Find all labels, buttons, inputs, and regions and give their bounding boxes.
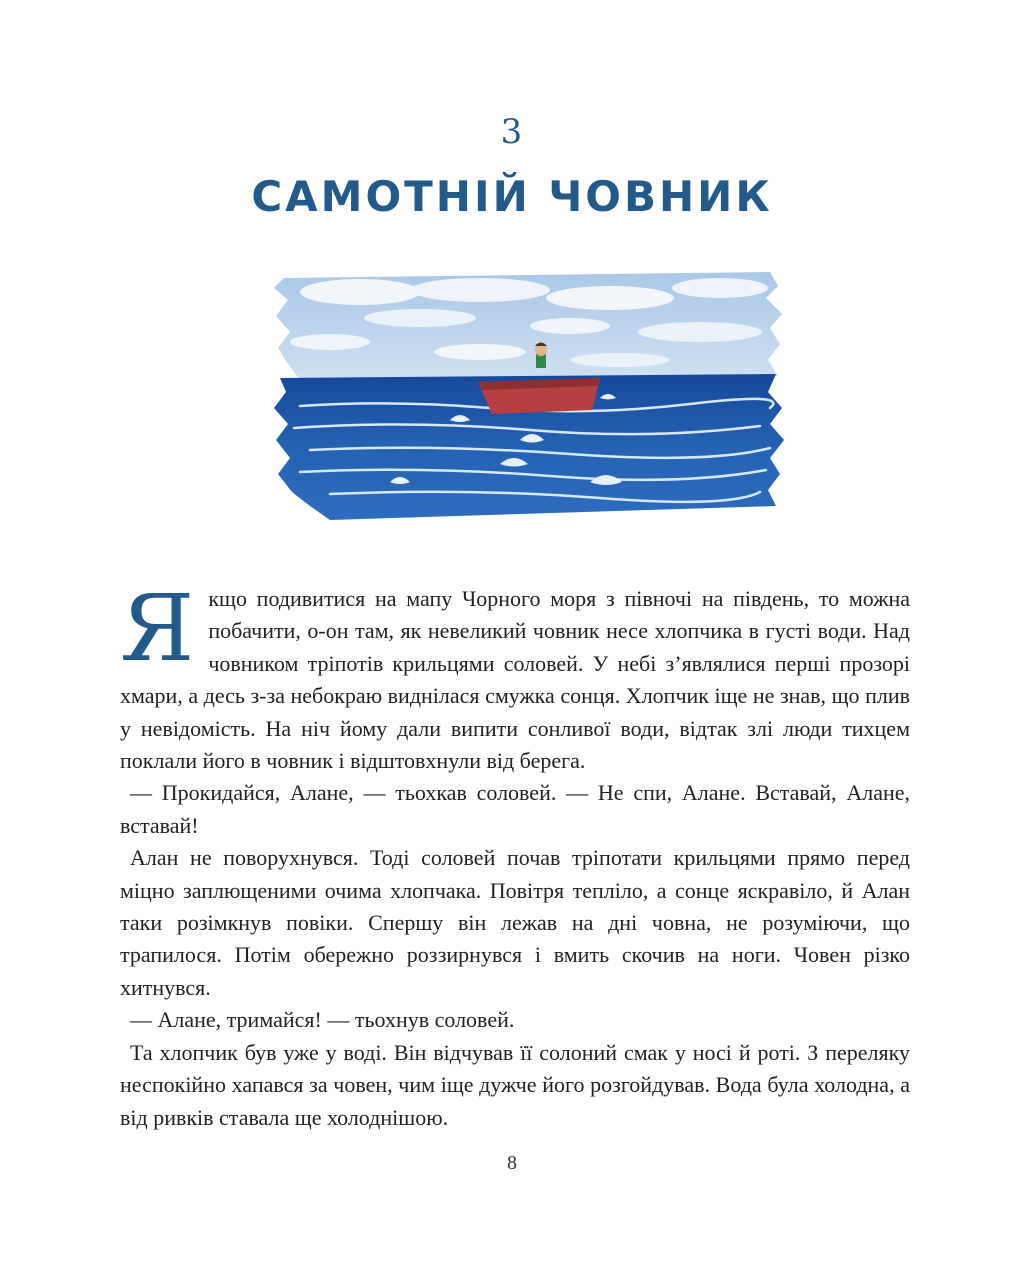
paragraph-1-text: кщо подивитися на мапу Чорного моря з півночі на південь, то можна побачити, о-он там, як невеликий човник несе хлопчика в густі води. Над човником тріпотів крильцями соловей. У небі з’являлися перші прозорі хмари, а десь з-за небокраю виднілася смужка сонця. Хлопчик іще не знав, що плив у невідомість. На ніч йому дали випити сонливої води, відтак злі люди тихцем поклали його в човник і відштовхнули від берега. [120,586,910,774]
paragraph-3: Алан не поворухнувся. Тоді соловей почав тріпотати крильцями прямо перед міцно заплющеними очима хлопчака. Повітря тепліло, а сонце яскравіло, й Алан таки розімкнув повіки. Спершу він лежав на дні човна, не розуміючи, що трапилося. Потім обережно роззирнувся і вмить скочив на ноги. Човен різко хитнувся. [120,845,910,1000]
paragraph-5: Та хлопчик був уже у воді. Він відчував її солоний смак у носі й роті. З переляку неспокійно хапався за човен, чим іще дужче його розгойдував. Вода була холодна, а від ривків ставала ще холоднішою. [120,1039,910,1130]
sky [274,272,782,380]
chapter-body [120,575,910,1134]
boat-illustration [270,268,786,530]
chapter-number: 3 [500,112,524,152]
drop-cap: Я [120,575,195,682]
paragraph-1 [120,575,910,777]
chapter-title: САМОТНІЙ ЧОВНИК [251,172,773,221]
paragraph-2: — Прокидайся, Алане, — тьохкав соловей. — Не спи, Алане. Вставай, Алане, вставай! [120,780,910,838]
paragraph-4: — Алане, тримайся! — тьохнув соловей. [130,1007,515,1033]
page-number: 8 [507,1152,517,1174]
